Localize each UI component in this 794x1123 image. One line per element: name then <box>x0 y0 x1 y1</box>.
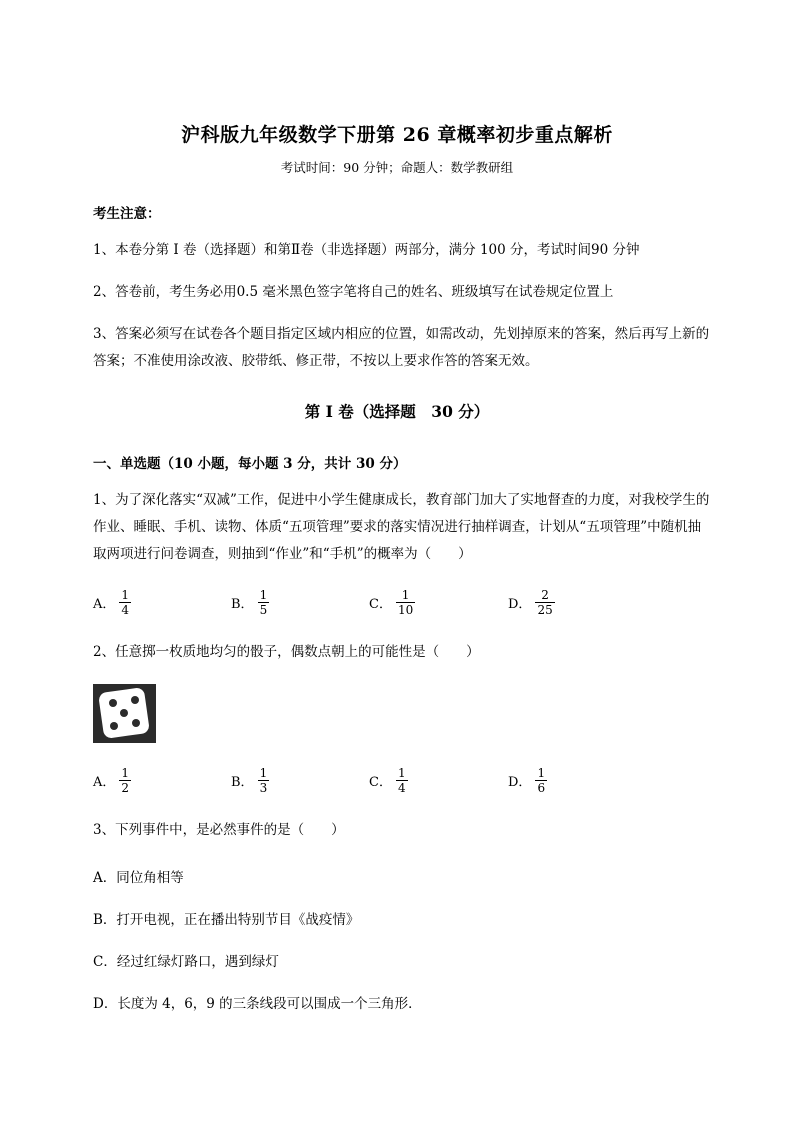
option-d <box>93 992 422 1012</box>
section-title: 第 I 卷（选择题 30 分） <box>304 402 490 421</box>
numerator: 1 <box>397 766 406 780</box>
notice-item: 1、本卷分第 I 卷（选择题）和第Ⅱ卷（非选择题）两部分，满分 100 分，考试时间90 分钟 <box>93 242 640 258</box>
part-heading: 一、单选题（10 小题，每小题 3 分，共计 30 分） <box>93 456 407 472</box>
option-letter: A． <box>93 775 116 790</box>
option-c <box>369 766 408 795</box>
option-letter: D． <box>93 996 118 1012</box>
denominator: 10 <box>397 603 414 617</box>
fraction <box>535 766 547 795</box>
numerator: 1 <box>259 588 268 602</box>
denominator: 5 <box>259 603 268 617</box>
page-title: 沪科版九年级数学下册第 26 章概率初步重点解析 <box>181 124 613 146</box>
option-letter: B． <box>231 775 254 790</box>
option-d <box>508 766 547 795</box>
option-letter: D． <box>508 775 532 790</box>
option-text: 同位角相等 <box>116 870 184 886</box>
question-stem: 1、为了深化落实“双减”工作，促进中小学生健康成长，教育部门加大了实地督查的力度，对我校学生的作业、睡眠、手机、读物、体质“五项管理”要求的落实情况进行抽样调查，计划从“五项管理”中随机抽取两项进行问卷调查，则抽到“作业”和“手机”的概率为（ ） <box>93 492 710 562</box>
option-letter: C． <box>369 597 392 612</box>
option-b <box>231 588 269 617</box>
notice-heading: 考生注意： <box>93 206 161 222</box>
option-letter: C． <box>93 954 117 970</box>
denominator: 2 <box>121 781 130 795</box>
numerator: 1 <box>401 588 410 602</box>
question-stem: 2、任意掷一枚质地均匀的骰子，偶数点朝上的可能性是（ ） <box>93 644 480 660</box>
numerator: 1 <box>537 766 546 780</box>
dice-five-icon <box>93 684 156 743</box>
fraction <box>119 766 131 795</box>
option-d <box>508 588 555 617</box>
denominator: 4 <box>397 781 406 795</box>
option-a <box>93 866 184 886</box>
denominator: 25 <box>537 603 553 617</box>
denominator: 6 <box>537 781 546 795</box>
option-letter: B． <box>93 912 117 928</box>
option-letter: C． <box>369 775 392 790</box>
fraction <box>396 588 415 617</box>
option-letter: A． <box>93 870 117 886</box>
notice-item: 2、答卷前，考生务必用0.5 毫米黑色签字笔将自己的姓名、班级填写在试卷规定位置上 <box>93 284 614 300</box>
fraction <box>535 588 554 617</box>
numerator: 1 <box>259 766 268 780</box>
option-text: 经过红绿灯路口，遇到绿灯 <box>116 954 279 970</box>
fraction <box>396 766 408 795</box>
option-b <box>231 766 269 795</box>
fraction <box>258 766 270 795</box>
option-text: 打开电视，正在播出特别节目《战疫情》 <box>116 912 360 928</box>
exam-info: 考试时间：90 分钟；命题人：数学教研组 <box>280 160 514 175</box>
option-a <box>93 588 131 617</box>
fraction <box>119 588 131 617</box>
option-text: 长度为 4，6，9 的三条线段可以围成一个三角形． <box>117 996 422 1012</box>
option-letter: B． <box>231 597 254 612</box>
option-b <box>93 908 359 928</box>
numerator: 1 <box>121 588 130 602</box>
notice-item: 3、答案必须写在试卷各个题目指定区域内相应的位置，如需改动，先划掉原来的答案，然后再写上新的答案；不准使用涂改液、胶带纸、修正带，不按以上要求作答的答案无效。 <box>93 326 710 369</box>
denominator: 3 <box>259 781 268 795</box>
option-letter: A． <box>93 597 116 612</box>
numerator: 2 <box>541 588 549 602</box>
fraction <box>258 588 270 617</box>
option-a <box>93 766 131 795</box>
numerator: 1 <box>121 766 130 780</box>
option-c <box>93 950 279 970</box>
denominator: 4 <box>121 603 130 617</box>
question-stem: 3、下列事件中，是必然事件的是（ ） <box>93 822 345 838</box>
option-letter: D． <box>508 597 532 612</box>
option-c <box>369 588 415 617</box>
